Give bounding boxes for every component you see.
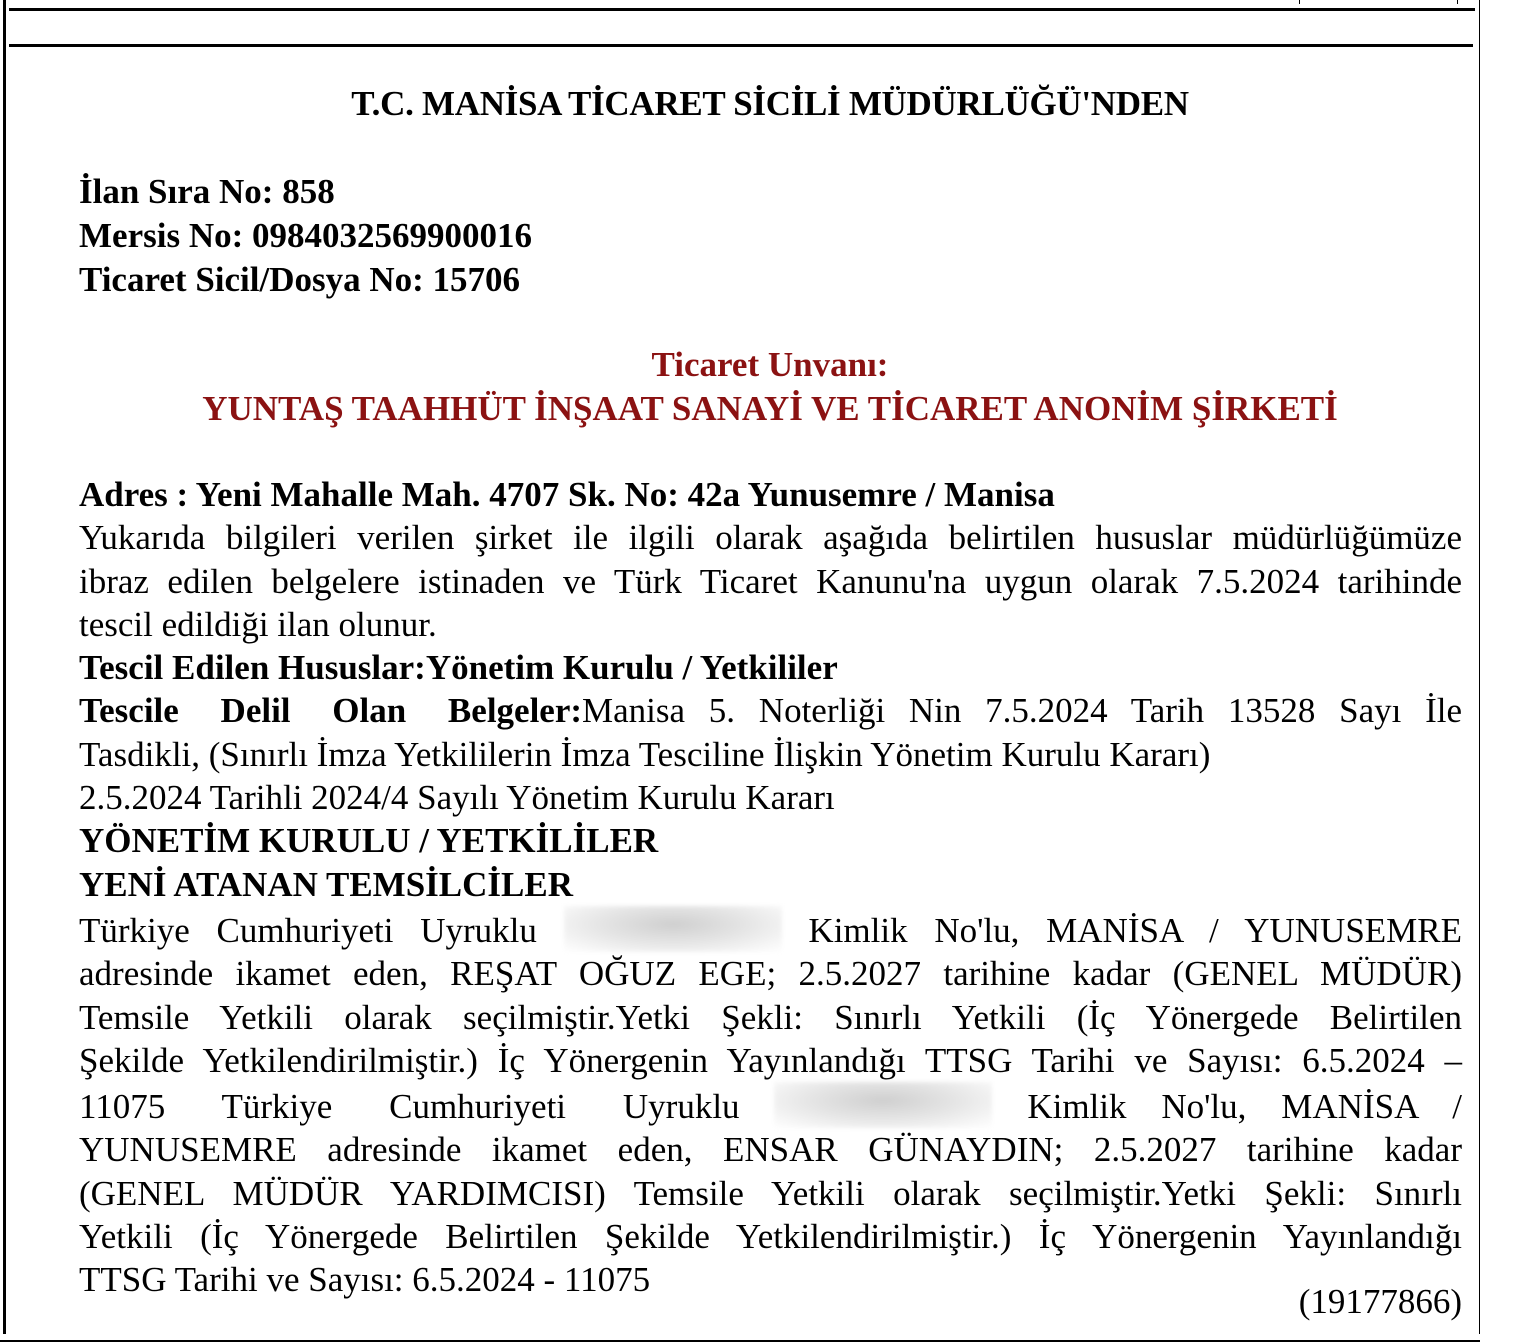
- representative-text: 11075 Türkiye Cumhuriyeti Uyruklu: [79, 1087, 740, 1127]
- representative-line: TTSG Tarihi ve Sayısı: 6.5.2024 - 11075: [79, 1260, 651, 1300]
- previous-box-corner-right: [1457, 0, 1458, 4]
- representative-line: (GENEL MÜDÜR YARDIMCISI) Temsile Yetkili olarak seçilmiştir.Yetki Şekli: Sınırlı: [79, 1173, 1462, 1213]
- representative-line: Şekilde Yetkilendirilmiştir.) İç Yönergenin Yayınlandığı TTSG Tarihi ve Sayısı: 6.5.2024 –: [79, 1040, 1462, 1080]
- intro-line: tescil edildiği ilan olunur.: [79, 604, 437, 644]
- redacted-id-number: [564, 906, 782, 952]
- company-title-label: Ticaret Unvanı:: [651, 345, 889, 384]
- redacted-id-number: [774, 1082, 992, 1128]
- representative-line: Temsile Yetkili olarak seçilmiştir.Yetki Şekli: Sınırlı Yetkili (İç Yönergede Belirtilen: [79, 997, 1462, 1037]
- evidence-label: Tescile Delil Olan Belgeler:: [79, 691, 583, 731]
- representative-line: adresinde ikamet eden, REŞAT OĞUZ EGE; 2.5.2027 tarihine kadar (GENEL MÜDÜR): [79, 954, 1462, 994]
- representative-line: [79, 906, 1462, 952]
- representative-text: Kimlik No'lu, MANİSA /: [1027, 1087, 1463, 1127]
- previous-box-corner-left: [1299, 0, 1300, 4]
- page-title: T.C. MANİSA TİCARET SİCİLİ MÜDÜRLÜĞÜ'NDEN: [351, 84, 1189, 123]
- company-name: YUNTAŞ TAAHHÜT İNŞAAT SANAYİ VE TİCARET ANONİM ŞİRKETİ: [202, 389, 1338, 428]
- representative-text: Kimlik No'lu, MANİSA / YUNUSEMRE: [808, 910, 1463, 950]
- registered-matters: [79, 646, 1462, 689]
- evidence-line: 2.5.2024 Tarihli 2024/4 Sayılı Yönetim Kurulu Kararı: [79, 778, 835, 818]
- announcement-body: [79, 473, 1462, 1302]
- company-address: Adres : Yeni Mahalle Mah. 4707 Sk. No: 42a Yunusemre / Manisa: [79, 475, 1055, 514]
- header-rule-bottom: [9, 44, 1473, 47]
- representative-line: Yetkili (İç Yönergede Belirtilen Şekilde Yetkilendirilmiştir.) İç Yönergenin Yayınlandığı: [79, 1217, 1462, 1257]
- intro-line: Yukarıda bilgileri verilen şirket ile ilgili olarak aşağıda belirtilen hususlar müdürlüğümüze: [79, 518, 1462, 558]
- ilan-sira-no: İlan Sıra No: 858: [79, 172, 335, 211]
- section-heading-representatives: YENİ ATANAN TEMSİLCİLER: [79, 864, 573, 904]
- evidence-line: Manisa 5. Noterliği Nin 7.5.2024 Tarih 13528 Sayı İle: [582, 691, 1462, 731]
- representative-text: Türkiye Cumhuriyeti Uyruklu: [79, 910, 537, 950]
- header-rule-top: [9, 8, 1475, 11]
- announcement-meta: [79, 170, 532, 302]
- company-title-block: [0, 343, 1523, 431]
- ticaret-sicil-no: Ticaret Sicil/Dosya No: 15706: [79, 260, 521, 299]
- page-right-border: [1479, 0, 1480, 1334]
- registered-matters-value: Yönetim Kurulu / Yetkililer: [425, 648, 838, 688]
- page-left-border: [3, 0, 6, 1334]
- evidence-documents: [79, 689, 1462, 732]
- representative-line: [79, 1082, 1462, 1128]
- section-heading-board: YÖNETİM KURULU / YETKİLİLER: [79, 821, 659, 861]
- representative-line: YUNUSEMRE adresinde ikamet eden, ENSAR GÜNAYDIN; 2.5.2027 tarihine kadar: [79, 1130, 1462, 1170]
- evidence-line: Tasdikli, (Sınırlı İmza Yetkililerin İmza Tesciline İlişkin Yönetim Kurulu Kararı): [79, 734, 1211, 774]
- announcement-reference-number: (19177866): [1298, 1282, 1462, 1321]
- registered-matters-label: Tescil Edilen Hususlar:: [79, 648, 426, 688]
- page-bottom-border: [0, 1340, 1480, 1342]
- mersis-no: Mersis No: 0984032569900016: [79, 216, 533, 255]
- intro-line: ibraz edilen belgelere istinaden ve Türk Ticaret Kanunu'na uygun olarak 7.5.2024 tarihinde: [79, 561, 1462, 601]
